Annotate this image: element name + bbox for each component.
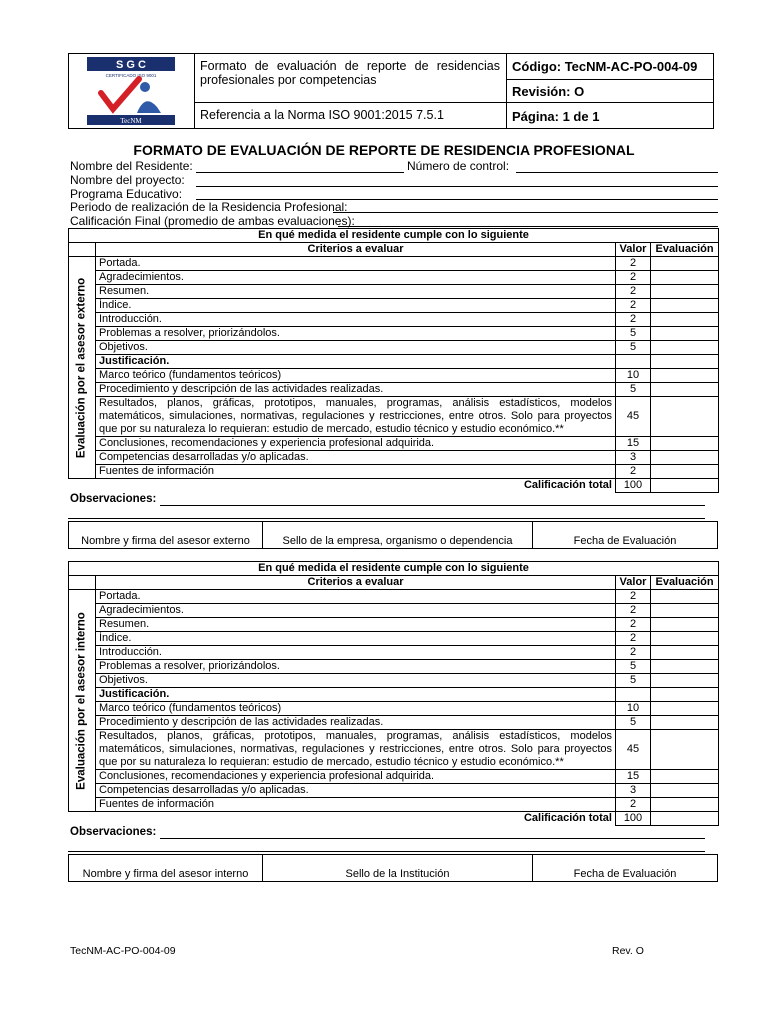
period-field[interactable] [333,212,718,213]
table-row [69,369,719,383]
criterion-value: 10 [616,369,651,383]
criterion-evaluation-input[interactable] [651,798,719,812]
criterion-evaluation-input[interactable] [651,437,719,451]
criterion-evaluation-input[interactable] [651,451,719,465]
external-observations-label: Observaciones: [70,493,157,505]
criterion-evaluation-input[interactable] [651,730,719,770]
table-heading: En qué medida el residente cumple con lo siguiente [69,229,719,243]
criterion-label: Marco teórico (fundamentos teóricos) [96,369,616,383]
criterion-evaluation-input[interactable] [651,369,719,383]
col-value: Valor [616,576,651,590]
total-row [69,479,719,493]
criterion-evaluation-input[interactable] [651,618,719,632]
criterion-label: Conclusiones, recomendaciones y experiencia profesional adquirida. [96,437,616,451]
external-signature-name[interactable]: Nombre y firma del asesor externo [81,535,250,547]
table-column-row [69,576,719,590]
table-heading-row [69,229,719,243]
criterion-value: 2 [616,299,651,313]
criterion-value: 45 [616,397,651,437]
period-label: Periodo de realización de la Residencia Profesional: [70,200,348,214]
final-grade-field[interactable] [338,226,718,227]
criterion-value: 5 [616,660,651,674]
criterion-evaluation-input[interactable] [651,327,719,341]
side-label: Evaluación por el asesor interno [75,611,88,790]
criterion-label: Objetivos. [96,674,616,688]
col-criteria: Criterios a evaluar [96,243,616,257]
internal-signature-name[interactable]: Nombre y firma del asesor interno [82,868,249,880]
criterion-value: 2 [616,313,651,327]
internal-signature-date[interactable]: Fecha de Evaluación [532,855,717,881]
project-name-label: Nombre del proyecto: [70,173,185,187]
table-row [69,770,719,784]
side-label: Evaluación por el asesor externo [75,277,88,458]
criterion-evaluation-input[interactable] [651,770,719,784]
table-row [69,257,719,271]
criterion-evaluation-input[interactable] [651,285,719,299]
logo-top-text: S G C [116,59,146,71]
total-row [69,812,719,826]
criterion-value: 2 [616,465,651,479]
footer-revision: Rev. O [612,945,644,957]
table-row [69,604,719,618]
external-signature-row [68,521,718,549]
internal-observations-line-2[interactable] [68,851,705,852]
table-row [69,716,719,730]
header-box [68,53,714,129]
criterion-evaluation-input[interactable] [651,604,719,618]
criterion-value: 5 [616,327,651,341]
criterion-evaluation-input[interactable] [651,590,719,604]
criterion-label: Introducción. [96,313,616,327]
criterion-value: 2 [616,632,651,646]
logo [87,57,175,125]
external-evaluation-table [68,228,719,493]
control-number-label: Número de control: [407,159,510,173]
criterion-evaluation-input[interactable] [651,784,719,798]
table-row [69,660,719,674]
criterion-label: Fuentes de información [96,465,616,479]
criterion-value: 10 [616,702,651,716]
criterion-value: 5 [616,716,651,730]
criterion-label: Justificación. [96,355,616,369]
criterion-label: Índice. [96,632,616,646]
criterion-label: Resumen. [96,285,616,299]
criterion-value: 5 [616,383,651,397]
criterion-label: Conclusiones, recomendaciones y experiencia profesional adquirida. [96,770,616,784]
table-row [69,798,719,812]
table-row [69,355,719,369]
criterion-label: Fuentes de información [96,798,616,812]
internal-signature-row [68,854,718,882]
sgc-logo-graphic [87,57,175,125]
table-row [69,397,719,437]
criterion-value: 2 [616,604,651,618]
criterion-value: 15 [616,437,651,451]
criterion-label: Portada. [96,257,616,271]
table-row [69,646,719,660]
final-grade-label: Calificación Final (promedio de ambas evaluaciones): [70,214,355,228]
criterion-value [616,355,651,369]
table-row [69,730,719,770]
control-number-field[interactable] [516,172,718,173]
page-number: Página: 1 de 1 [512,109,600,124]
table-row [69,632,719,646]
criterion-value: 15 [616,770,651,784]
criterion-value: 2 [616,798,651,812]
logo-bottom-text: TecNM [120,117,142,125]
table-row [69,327,719,341]
table-row [69,688,719,702]
total-label: Calificación total [523,812,612,825]
document-code: Código: TecNM-AC-PO-004-09 [512,59,698,74]
criterion-evaluation-input[interactable] [651,716,719,730]
program-label: Programa Educativo: [70,187,183,201]
criterion-evaluation-input[interactable] [651,257,719,271]
internal-observations-line-1[interactable] [160,838,705,839]
col-evaluation: Evaluación [651,576,719,590]
external-signature-seal[interactable]: Sello de la empresa, organismo o dependencia [262,522,532,548]
criterion-label: Resumen. [96,618,616,632]
footer-code: TecNM-AC-PO-004-09 [70,945,176,957]
revision: Revisión: O [512,84,585,99]
criterion-evaluation-input[interactable] [651,341,719,355]
criterion-evaluation-input[interactable] [651,688,719,702]
table-row [69,383,719,397]
student-name-label: Nombre del Residente: [70,159,193,173]
criterion-evaluation-input[interactable] [651,674,719,688]
table-row [69,313,719,327]
col-value: Valor [616,243,651,257]
total-label: Calificación total [523,479,612,492]
student-name-field[interactable] [196,172,404,173]
criterion-value [616,688,651,702]
criterion-value: 2 [616,257,651,271]
document-title: FORMATO DE EVALUACIÓN DE REPORTE DE RESIDENCIA PROFESIONAL [133,142,635,158]
total-evaluation-input[interactable] [651,479,719,493]
table-row [69,784,719,798]
criterion-label: Introducción. [96,646,616,660]
internal-evaluation-table [68,561,719,826]
criterion-label: Agradecimientos. [96,604,616,618]
criterion-label: Objetivos. [96,341,616,355]
table-row [69,285,719,299]
criterion-label: Marco teórico (fundamentos teóricos) [96,702,616,716]
col-criteria: Criterios a evaluar [96,576,616,590]
logo-cert-text: CERTIFICADO ISO 9001 [105,73,157,78]
table-row [69,341,719,355]
criterion-evaluation-input[interactable] [651,397,719,437]
table-row [69,299,719,313]
external-observations-line-1[interactable] [160,505,705,506]
criterion-evaluation-input[interactable] [651,299,719,313]
table-heading: En qué medida el residente cumple con lo siguiente [69,562,719,576]
criterion-evaluation-input[interactable] [651,383,719,397]
project-name-field[interactable] [196,186,718,187]
criterion-label: Justificación. [96,688,616,702]
criterion-label: Procedimiento y descripción de las actividades realizadas. [96,383,616,397]
table-row [69,271,719,285]
table-row [69,702,719,716]
criterion-evaluation-input[interactable] [651,271,719,285]
criterion-label: Agradecimientos. [96,271,616,285]
table-row [69,618,719,632]
table-row [69,437,719,451]
criterion-evaluation-input[interactable] [651,646,719,660]
criterion-label: Resultados, planos, gráficas, prototipos, manuales, programas, análisis estadísticos, modelos matemáticos, simulaciones, normativas, regulaciones y restricciones, entre otros. Solo para proyectos que por su naturaleza lo requieran: estudio de mercado, estudio técnico y estudio económico.** [96,730,616,770]
criterion-label: Competencias desarrolladas y/o aplicadas. [96,784,616,798]
criterion-label: Índice. [96,299,616,313]
criterion-value: 2 [616,590,651,604]
criterion-label: Resultados, planos, gráficas, prototipos, manuales, programas, análisis estadísticos, modelos matemáticos, simulaciones, normativas, regulaciones y restricciones, entre otros. Solo para proyectos que por su naturaleza lo requieran: estudio de mercado, estudio técnico y estudio económico.** [96,397,616,437]
table-row [69,465,719,479]
criterion-value: 2 [616,618,651,632]
norm-reference: Referencia a la Norma ISO 9001:2015 7.5.1 [200,108,444,122]
external-observations-line-2[interactable] [68,518,705,519]
criterion-value: 3 [616,451,651,465]
criterion-evaluation-input[interactable] [651,313,719,327]
total-evaluation-input[interactable] [651,812,719,826]
table-row [69,451,719,465]
criterion-evaluation-input[interactable] [651,465,719,479]
criterion-evaluation-input[interactable] [651,632,719,646]
table-row [69,674,719,688]
total-value: 100 [616,479,651,493]
table-row [69,590,719,604]
criterion-label: Competencias desarrolladas y/o aplicadas. [96,451,616,465]
col-evaluation: Evaluación [651,243,719,257]
criterion-label: Problemas a resolver, priorizándolos. [96,660,616,674]
criterion-value: 5 [616,674,651,688]
internal-observations-label: Observaciones: [70,826,157,838]
criterion-value: 2 [616,646,651,660]
total-value: 100 [616,812,651,826]
criterion-value: 2 [616,271,651,285]
side-label-cell [69,590,96,812]
criterion-label: Portada. [96,590,616,604]
internal-signature-seal[interactable]: Sello de la Institución [262,855,532,881]
criterion-value: 3 [616,784,651,798]
criterion-evaluation-input[interactable] [651,660,719,674]
criterion-evaluation-input[interactable] [651,355,719,369]
criterion-value: 45 [616,730,651,770]
criterion-value: 2 [616,285,651,299]
format-title: Formato de evaluación de reporte de residencias profesionales por competencias [200,59,500,87]
criterion-evaluation-input[interactable] [651,702,719,716]
table-heading-row [69,562,719,576]
table-column-row [69,243,719,257]
side-label-cell [69,257,96,479]
criterion-value: 5 [616,341,651,355]
external-signature-date[interactable]: Fecha de Evaluación [532,522,717,548]
criterion-label: Procedimiento y descripción de las actividades realizadas. [96,716,616,730]
criterion-label: Problemas a resolver, priorizándolos. [96,327,616,341]
